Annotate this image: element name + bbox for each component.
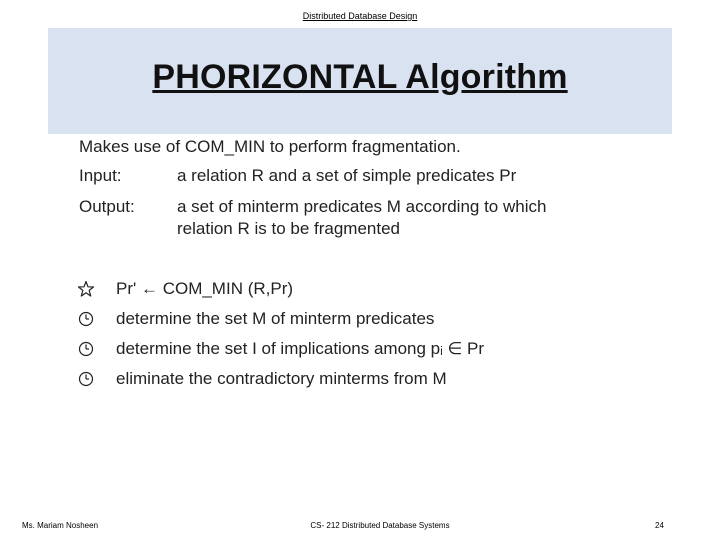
step-item (77, 278, 637, 308)
intro-text: Makes use of COM_MIN to perform fragmentation. (79, 137, 461, 156)
output-label: Output: (79, 197, 135, 216)
step-item (77, 308, 637, 338)
output-value-line-1: a set of minterm predicates M according to which (177, 197, 547, 216)
output-value-line-2: relation R is to be fragmented (177, 219, 401, 238)
page-number: 24 (655, 521, 664, 530)
clock-icon (77, 340, 95, 358)
input-label: Input: (79, 166, 122, 185)
step-item (77, 368, 637, 398)
step-text: Pr' ← COM_MIN (R,Pr) (116, 279, 294, 298)
output-value (177, 196, 617, 240)
clock-icon (77, 370, 95, 388)
step-text: determine the set I of implications among pᵢ ∈ Pr (116, 339, 485, 358)
footer-author: Ms. Mariam Nosheen (22, 521, 99, 530)
footer-course: CS- 212 Distributed Database Systems (310, 521, 450, 530)
step-text: determine the set M of minterm predicates (116, 309, 435, 328)
slide-title: PHORIZONTAL Algorithm (152, 58, 568, 96)
step-item (77, 338, 637, 368)
star-icon (77, 280, 95, 298)
input-value: a relation R and a set of simple predicates Pr (177, 166, 517, 185)
course-header: Distributed Database Design (302, 11, 418, 21)
algorithm-steps (77, 278, 637, 398)
clock-icon (77, 310, 95, 328)
step-text: eliminate the contradictory minterms from M (116, 369, 447, 388)
